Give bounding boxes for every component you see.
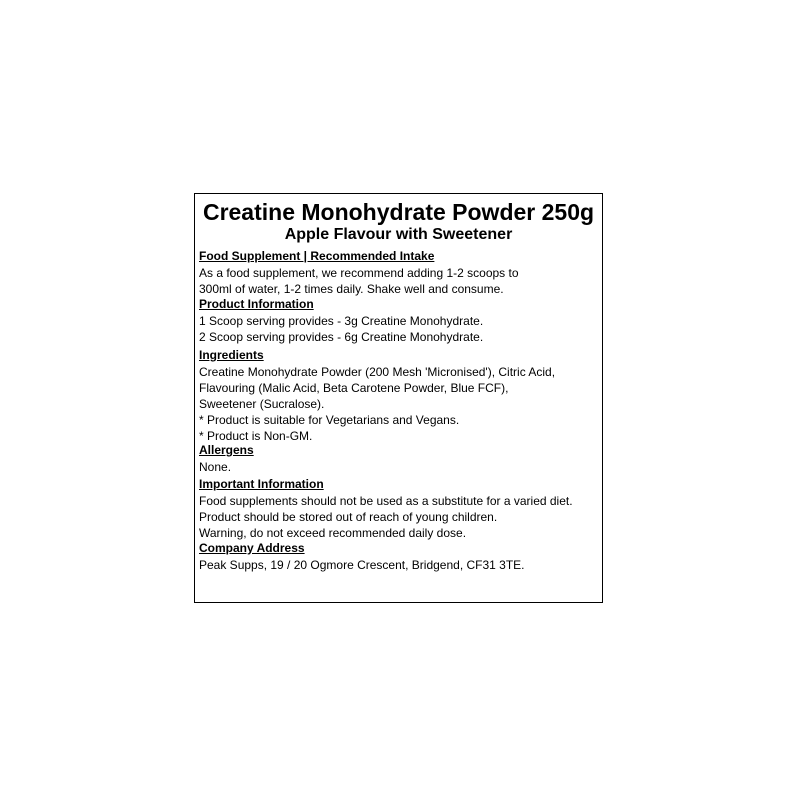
section-important-information	[199, 477, 573, 541]
section-line: None.	[199, 460, 232, 474]
section-line: Peak Supps, 19 / 20 Ogmore Crescent, Bridgend, CF31 3TE.	[199, 558, 525, 572]
section-ingredients	[199, 348, 555, 444]
section-line: * Product is suitable for Vegetarians and Vegans.	[199, 413, 460, 427]
section-product-information	[199, 297, 483, 345]
section-line: 2 Scoop serving provides - 6g Creatine Monohydrate.	[199, 330, 484, 344]
section-company-address	[199, 541, 525, 573]
section-heading: Allergens	[199, 443, 254, 457]
section-allergens	[199, 443, 254, 475]
section-line: * Product is Non-GM.	[199, 429, 313, 443]
section-heading: Food Supplement | Recommended Intake	[199, 249, 435, 263]
product-subtitle: Apple Flavour with Sweetener	[284, 226, 513, 243]
product-title: Creatine Monohydrate Powder 250g	[202, 199, 595, 225]
section-line: Flavouring (Malic Acid, Beta Carotene Powder, Blue FCF),	[199, 381, 509, 395]
section-line: As a food supplement, we recommend adding 1-2 scoops to	[199, 266, 519, 280]
section-food-supplement	[199, 249, 519, 297]
section-line: Food supplements should not be used as a substitute for a varied diet.	[199, 494, 573, 508]
section-heading: Ingredients	[199, 348, 264, 362]
section-line: 300ml of water, 1-2 times daily. Shake well and consume.	[199, 282, 504, 296]
section-line: Sweetener (Sucralose).	[199, 397, 325, 411]
section-heading: Important Information	[199, 477, 324, 491]
section-heading: Product Information	[199, 297, 314, 311]
section-line: 1 Scoop serving provides - 3g Creatine Monohydrate.	[199, 314, 484, 328]
section-line: Product should be stored out of reach of young children.	[199, 510, 498, 524]
section-heading: Company Address	[199, 541, 305, 555]
section-line: Warning, do not exceed recommended daily dose.	[199, 526, 467, 540]
section-line: Creatine Monohydrate Powder (200 Mesh 'Micronised'), Citric Acid,	[199, 365, 556, 379]
product-label	[194, 193, 603, 603]
